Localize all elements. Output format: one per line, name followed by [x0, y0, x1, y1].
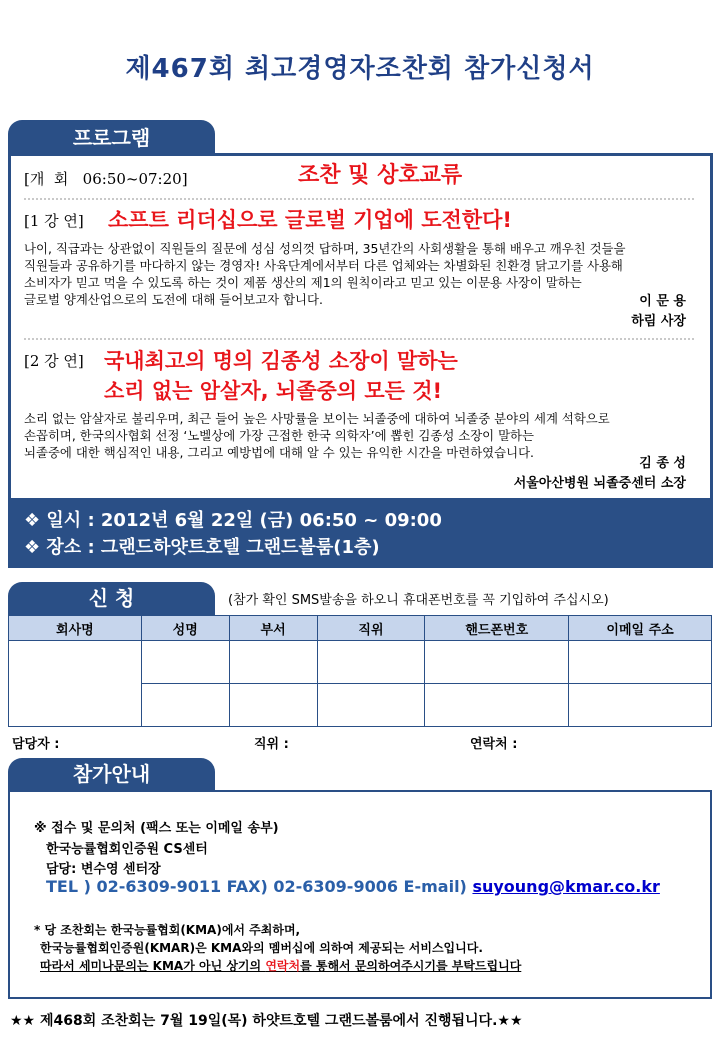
event-place: ❖ 장소 : 그랜드하얏트호텔 그랜드볼룸(1층) — [24, 537, 380, 558]
heading-line: 소리 없는 암살자, 뇌졸중의 모든 것! — [104, 379, 443, 403]
lecture2-speaker — [514, 454, 686, 494]
lecture1-label: [1 강 연] — [24, 212, 84, 230]
column-header: 핸드폰번호 — [425, 616, 569, 641]
guide-tab: 참가안내 — [8, 758, 215, 791]
name-cell[interactable] — [141, 684, 229, 727]
inquiry-heading: ※ 접수 및 문의처 (팩스 또는 이메일 송부) — [34, 821, 279, 836]
page-title: 제467회 최고경영자조찬회 참가신청서 — [125, 54, 595, 84]
phone-cell[interactable] — [425, 684, 569, 727]
manager-label: 담당자 : — [12, 737, 60, 752]
speaker-title: 서울아산병원 뇌졸중센터 소장 — [513, 476, 686, 491]
lecture2-label: [2 강 연] — [24, 352, 84, 370]
body-line: 글로벌 양계산업으로의 도전에 대해 들어보고자 합니다. — [24, 292, 323, 307]
position-cell[interactable] — [317, 641, 425, 684]
contact-label: 연락처 : — [470, 737, 518, 752]
note-text: 따라서 세미나문의는 KMA가 아닌 상기의 — [40, 959, 266, 973]
note-line: 한국능률협회인증원(KMAR)은 KMA와의 멤버십에 의하여 제공되는 서비스입니다. — [40, 941, 483, 955]
position-label: 직위 : — [254, 737, 289, 752]
position-cell[interactable] — [317, 684, 425, 727]
sms-note: (참가 확인 SMS발송을 하오니 휴대폰번호를 꼭 기입하여 주십시오) — [228, 593, 609, 608]
email-cell[interactable] — [569, 641, 712, 684]
event-date: ❖ 일시 : 2012년 6월 22일 (금) 06:50 ~ 09:00 — [24, 510, 442, 531]
body-line: 뇌졸중에 대한 핵심적인 내용, 그리고 예방법에 대해 알 수 있는 유익한 시간을 마련하였습니다. — [24, 445, 534, 460]
body-line: 소비자가 믿고 먹을 수 있도록 하는 것이 제품 생산의 제1의 원칙이라고 믿고 있는 이문용 사장이 말하는 — [24, 275, 582, 290]
lecture2-heading — [104, 346, 458, 406]
opening-heading: 조찬 및 상호교류 — [298, 163, 463, 188]
department-cell[interactable] — [229, 641, 317, 684]
note-highlight: 연락처 — [265, 959, 301, 973]
speaker-name: 김 종 성 — [639, 456, 686, 471]
inquiry-contact — [46, 877, 660, 896]
divider — [24, 338, 694, 340]
speaker-title: 하림 사장 — [631, 314, 686, 329]
body-line: 나이, 직급과는 상관없이 직원들의 질문에 성심 성의껏 답하며, 35년간의 사회생활을 통해 배우고 깨우친 것들을 — [24, 241, 626, 256]
application-table — [8, 615, 712, 727]
lecture1-speaker — [631, 292, 686, 332]
lecture1-body — [24, 240, 704, 308]
note-text: 를 통해서 문의하여주시기를 부탁드립니다 — [300, 959, 522, 973]
divider — [24, 198, 694, 200]
body-line: 소리 없는 암살자로 불리우며, 최근 들어 높은 사망률을 보이는 뇌졸중에 대하여 뇌졸중 분야의 세계 석학으로 — [24, 411, 610, 426]
speaker-name: 이 문 용 — [639, 294, 686, 309]
table-row — [9, 641, 712, 684]
opening-time: [개 회 06:50~07:20] — [24, 170, 188, 188]
table-header-row — [9, 616, 712, 641]
column-header: 성명 — [141, 616, 229, 641]
department-cell[interactable] — [229, 684, 317, 727]
note-line — [40, 957, 521, 974]
inquiry-manager: 담당: 변수영 센터장 — [46, 862, 161, 877]
email-cell[interactable] — [569, 684, 712, 727]
tel-fax-text: TEL ) 02-6309-9011 FAX) 02-6309-9006 E-mail) — [46, 877, 467, 896]
footer-notice: ★★ 제468회 조찬회는 7월 19일(목) 하얏트호텔 그랜드볼룸에서 진행됩니다.★★ — [10, 1013, 523, 1029]
program-tab: 프로그램 — [8, 120, 215, 156]
application-tab: 신 청 — [8, 582, 215, 615]
column-header: 직위 — [317, 616, 425, 641]
lecture1-heading: 소프트 리더십으로 글로벌 기업에 도전한다! — [108, 208, 512, 232]
column-header: 회사명 — [9, 616, 142, 641]
heading-line: 국내최고의 명의 김종성 소장이 말하는 — [104, 349, 458, 373]
phone-cell[interactable] — [425, 641, 569, 684]
column-header: 이메일 주소 — [569, 616, 712, 641]
body-line: 직원들과 공유하기를 마다하지 않는 경영자! 사육단계에서부터 다른 업체와는 차별화된 친환경 닭고기를 사용해 — [24, 258, 623, 273]
company-cell[interactable] — [9, 641, 142, 727]
inquiry-org: 한국능률협회인증원 CS센터 — [46, 842, 208, 857]
name-cell[interactable] — [141, 641, 229, 684]
column-header: 부서 — [229, 616, 317, 641]
body-line: 손꼽히며, 한국의사협회 선정 ‘노벨상에 가장 근접한 한국 의학자’에 뽑힌 김종성 소장이 말하는 — [24, 428, 534, 443]
note-line: * 당 조찬회는 한국능률협회(KMA)에서 주최하며, — [34, 923, 301, 937]
email-link[interactable]: suyoung@kmar.co.kr — [472, 877, 660, 896]
